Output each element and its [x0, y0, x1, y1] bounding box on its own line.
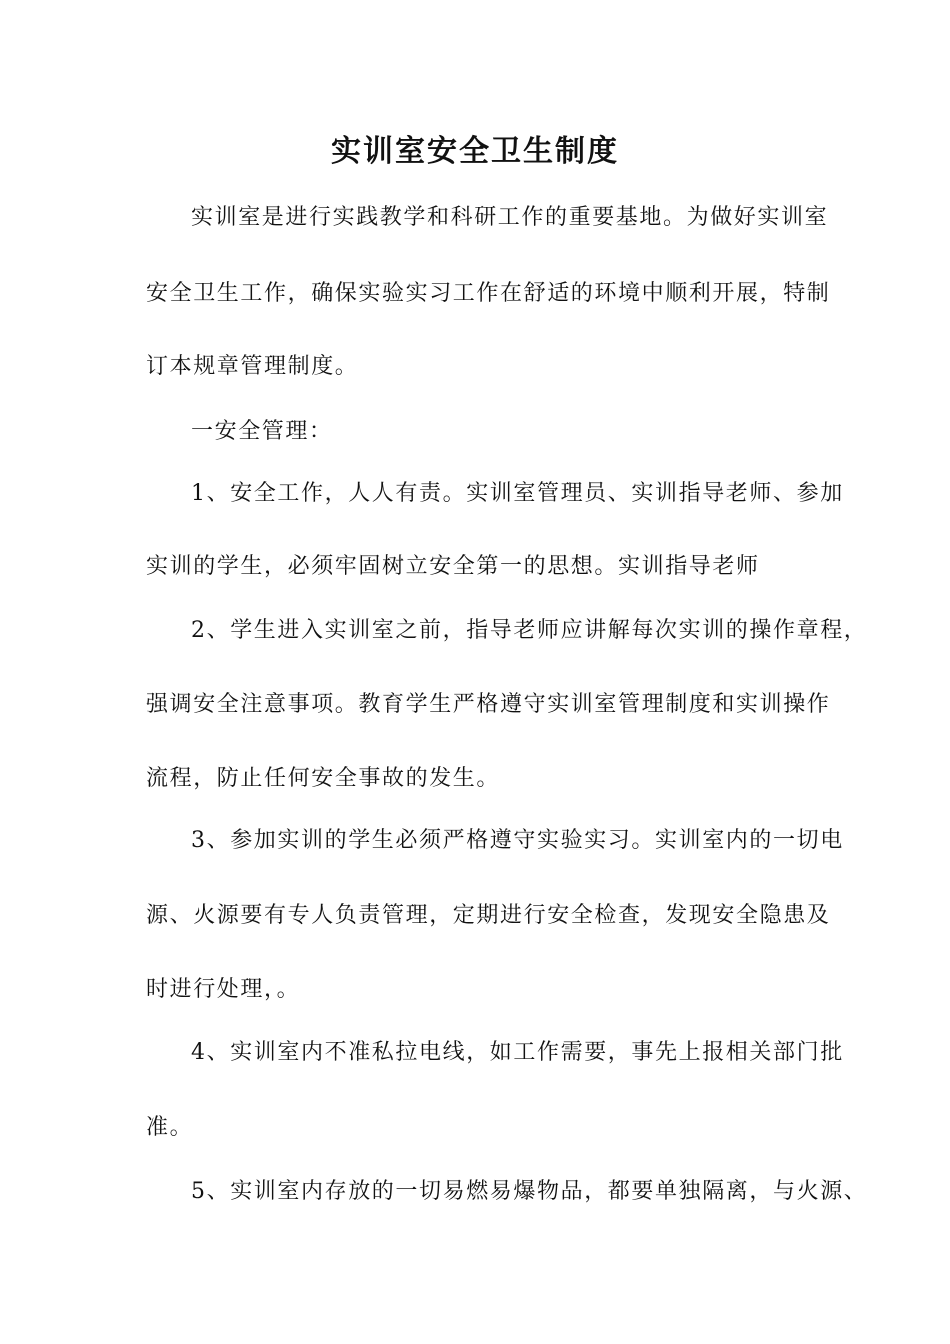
paragraph-line: 订本规章管理制度。	[146, 354, 359, 379]
paragraph-line: 实训的学生，必须牢固树立安全第一的思想。实训指导老师	[146, 554, 760, 579]
section-heading: 一安全管理：	[191, 419, 333, 444]
paragraph-line: 5、实训室内存放的一切易燃易爆物品，都要单独隔离，与火源、	[191, 1179, 868, 1204]
paragraph-line: 强调安全注意事项。教育学生严格遵守实训室管理制度和实训操作	[146, 692, 831, 717]
paragraph-line: 3、参加实训的学生必须严格遵守实验实习。实训室内的一切电	[191, 828, 844, 853]
paragraph-line: 4、实训室内不准私拉电线，如工作需要，事先上报相关部门批	[191, 1040, 844, 1065]
paragraph-line: 流程，防止任何安全事故的发生。	[146, 766, 501, 791]
document-title: 实训室安全卫生制度	[331, 134, 619, 169]
paragraph-line: 2、学生进入实训室之前，指导老师应讲解每次实训的操作章程，	[191, 618, 868, 643]
paragraph-line: 安全卫生工作，确保实验实习工作在舒适的环境中顺利开展，特制	[146, 281, 831, 306]
paragraph-line: 实训室是进行实践教学和科研工作的重要基地。为做好实训室	[191, 205, 829, 230]
paragraph-line: 时进行处理，。	[146, 977, 301, 1002]
paragraph-line: 源、火源要有专人负责管理，定期进行安全检查，发现安全隐患及	[146, 903, 831, 928]
paragraph-line: 准。	[146, 1115, 194, 1140]
paragraph-line: 1、安全工作，人人有责。实训室管理员、实训指导老师、参加	[191, 481, 844, 506]
